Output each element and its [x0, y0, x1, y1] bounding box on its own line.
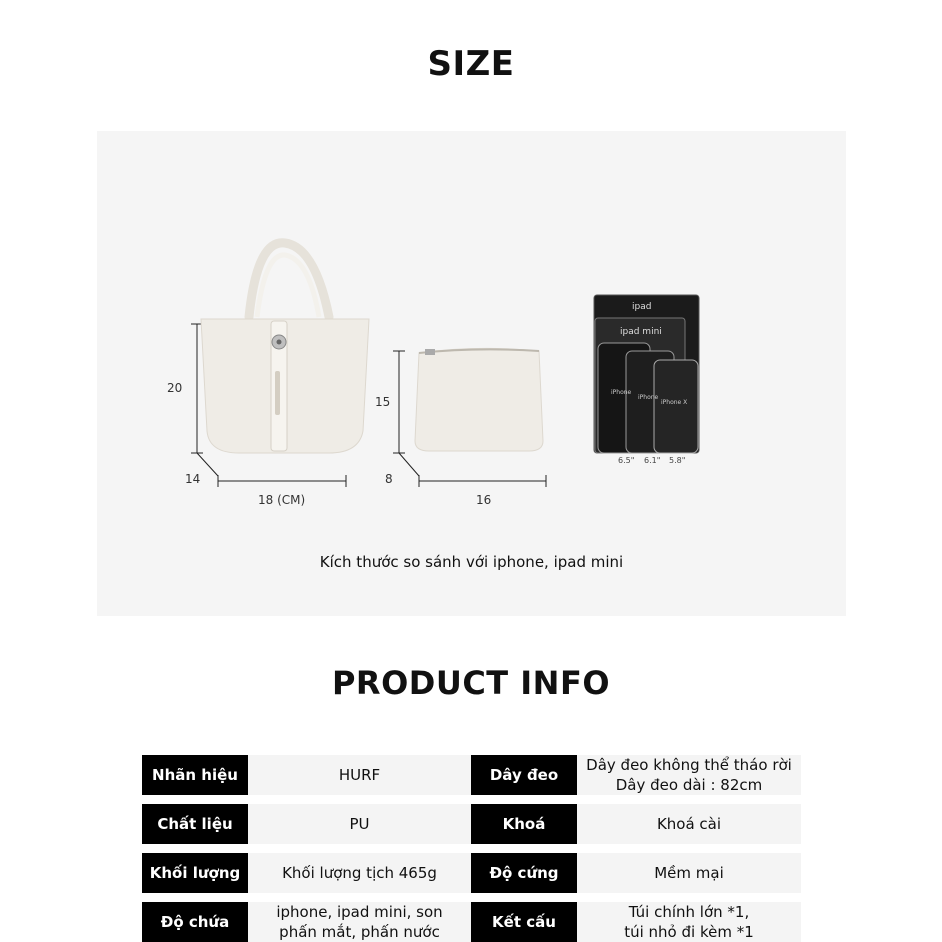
info-value: Túi chính lớn *1, túi nhỏ đi kèm *1: [577, 902, 801, 942]
size-comparison-panel: [97, 131, 846, 616]
info-row: [142, 902, 801, 942]
info-value: Khối lượng tịch 465g: [248, 853, 471, 893]
info-row: [142, 853, 801, 893]
large-bag-width-label: 18 (CM): [258, 493, 306, 507]
phone-1-size: 6.5": [618, 456, 635, 465]
info-label: Kết cấu: [471, 902, 577, 942]
large-bag-illustration: [201, 243, 369, 453]
info-value: PU: [248, 804, 471, 844]
ipad-mini-label: ipad mini: [620, 327, 662, 337]
info-value: Mềm mại: [577, 853, 801, 893]
small-bag-width-label: 16: [476, 493, 492, 507]
info-label: Độ cứng: [471, 853, 577, 893]
large-bag-height-label: 20: [167, 381, 183, 395]
info-label: Khoá: [471, 804, 577, 844]
phone-2-label: iPhone: [638, 394, 659, 401]
small-bag-depth-line: [399, 453, 419, 476]
phone-2-size: 6.1": [644, 456, 661, 465]
info-label: Dây đeo: [471, 755, 577, 795]
large-bag-depth-label: 14: [185, 472, 201, 486]
info-row: [142, 804, 801, 844]
size-heading: SIZE: [427, 44, 515, 84]
info-row: [142, 755, 801, 795]
info-label: Nhãn hiệu: [142, 755, 248, 795]
info-value: iphone, ipad mini, son phấn mắt, phấn nước: [248, 902, 471, 942]
small-bag-depth-label: 8: [385, 472, 393, 486]
small-bag-height-label: 15: [375, 395, 391, 409]
small-pouch-illustration: [415, 348, 543, 451]
product-info-heading: PRODUCT INFO: [331, 664, 611, 702]
info-value: HURF: [248, 755, 471, 795]
size-caption: Kích thước so sánh với iphone, ipad mini: [319, 553, 624, 571]
phone-3-label: iPhone X: [661, 399, 688, 406]
info-label: Khối lượng: [142, 853, 248, 893]
size-illustration: [97, 131, 846, 616]
info-value: Khoá cài: [577, 804, 801, 844]
device-comparison-illustration: [594, 295, 699, 453]
info-label: Độ chứa: [142, 902, 248, 942]
info-value: Dây đeo không thể tháo rời Dây đeo dài : 82cm: [577, 755, 801, 795]
ipad-label: ipad: [632, 302, 652, 312]
phone-1-label: iPhone: [611, 389, 632, 396]
info-label: Chất liệu: [142, 804, 248, 844]
phone-3-size: 5.8": [669, 456, 686, 465]
